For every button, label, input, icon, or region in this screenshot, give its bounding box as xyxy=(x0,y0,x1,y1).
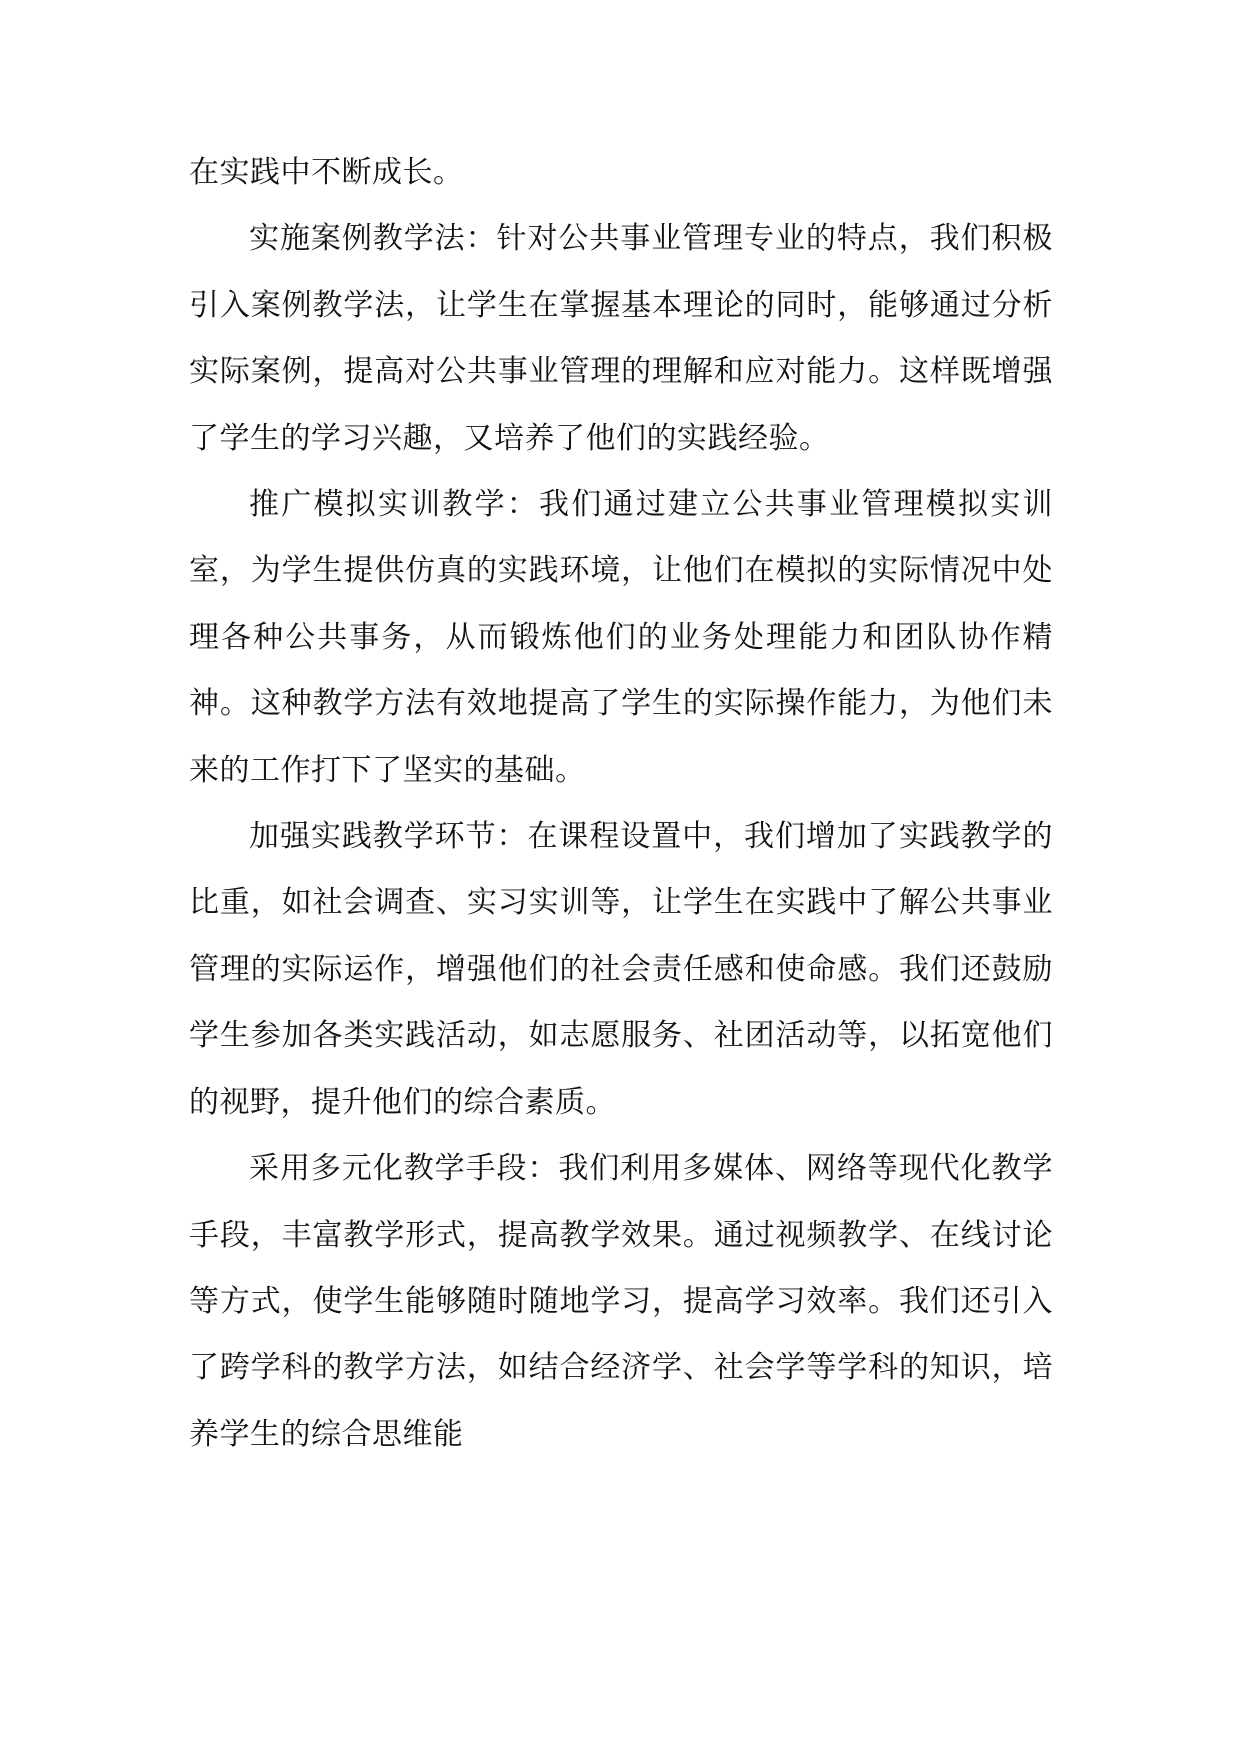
paragraph-diversified-means: 采用多元化教学手段：我们利用多媒体、网络等现代化教学手段，丰富教学形式，提高教学效果。通过视频教学、在线讨论等方式，使学生能够随时随地学习，提高学习效率。我们还引入了跨学科的教学方法，如结合经济学、社会学等学科的知识，培养学生的综合思维能 xyxy=(189,1151,1053,1452)
paragraph-simulation-training: 推广模拟实训教学：我们通过建立公共事业管理模拟实训室，为学生提供仿真的实践环境，让他们在模拟的实际情况中处理各种公共事务，从而锻炼他们的业务处理能力和团队协作精神。这种教学方法有效地提高了学生的实际操作能力，为他们未来的工作打下了坚实的基础。 xyxy=(189,487,1053,788)
document-page xyxy=(189,140,1053,1700)
paragraph-practice-teaching: 加强实践教学环节：在课程设置中，我们增加了实践教学的比重，如社会调查、实习实训等，让学生在实践中了解公共事业管理的实际运作，增强他们的社会责任感和使命感。我们还鼓励学生参加各类实践活动，如志愿服务、社团活动等，以拓宽他们的视野，提升他们的综合素质。 xyxy=(189,819,1053,1120)
paragraph-continuation: 在实践中不断成长。 xyxy=(189,155,464,190)
paragraph-case-teaching: 实施案例教学法：针对公共事业管理专业的特点，我们积极引入案例教学法，让学生在掌握基本理论的同时，能够通过分析实际案例，提高对公共事业管理的理解和应对能力。这样既增强了学生的学习兴趣，又培养了他们的实践经验。 xyxy=(189,221,1053,456)
